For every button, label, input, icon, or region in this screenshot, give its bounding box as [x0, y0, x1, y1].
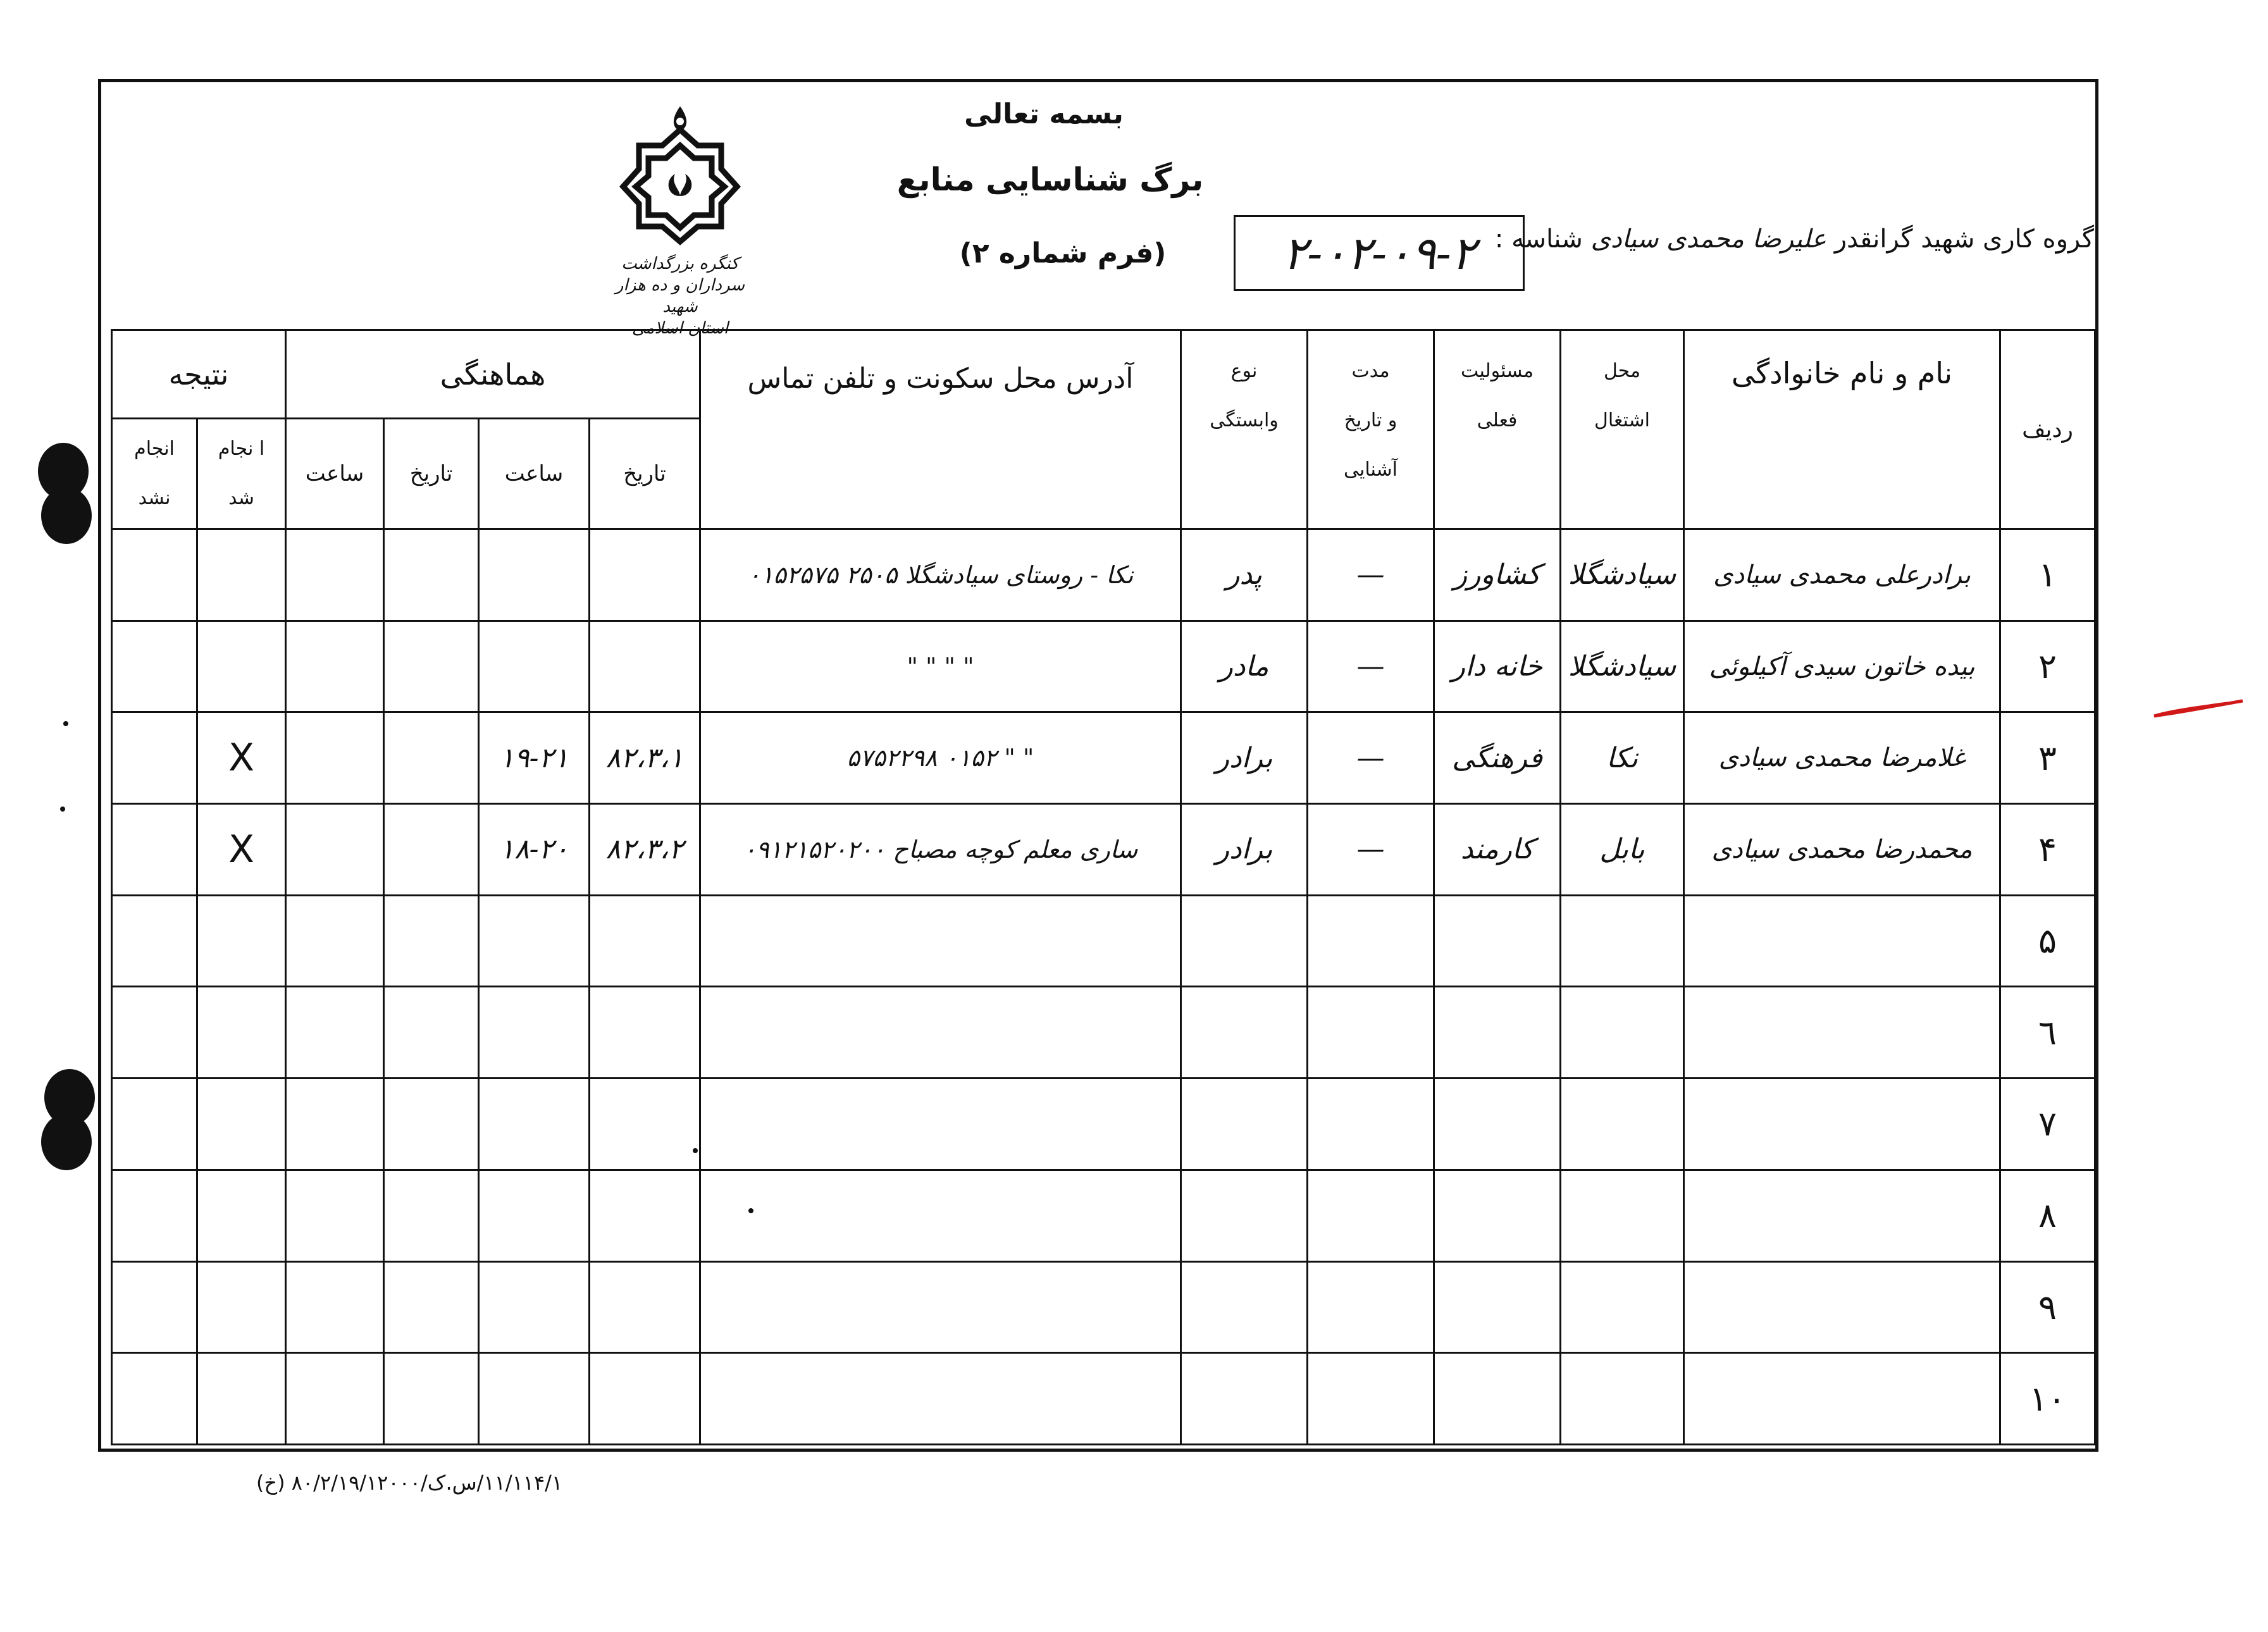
coordination-date-1-cell: ۸۲،۳،۲ [590, 804, 700, 896]
responsibility-cell [1434, 895, 1561, 987]
header-not-done-line2: نشد [138, 487, 171, 509]
header-name: نام و نام خانوادگی [1684, 330, 2000, 529]
coordination-time-2-cell [286, 529, 384, 621]
result-not-done-cell [112, 1261, 197, 1353]
header-done-line2: شد [228, 487, 254, 509]
martyrs-tulip-emblem-icon [617, 101, 743, 247]
workplace-cell [1561, 895, 1684, 987]
row-number: ۱ [2000, 529, 2095, 621]
table-row [112, 804, 2095, 896]
coordination-date-2-cell [384, 621, 479, 712]
coordination-date-1-cell [590, 987, 700, 1079]
workplace-cell [1561, 987, 1684, 1079]
coordination-time-1-cell: ۱۹-۲۱ [479, 712, 590, 804]
result-not-done-cell [112, 1353, 197, 1445]
coordination-date-1-cell [590, 1170, 700, 1261]
hole-punch-icon [41, 1113, 92, 1170]
result-done-cell [197, 1353, 286, 1445]
acquaintance-cell [1308, 1353, 1434, 1445]
responsibility-cell [1434, 1261, 1561, 1353]
address-cell [700, 1079, 1181, 1170]
coordination-time-1-cell [479, 1170, 590, 1261]
form-title: برگ شناسایی منابع [896, 161, 1204, 198]
coordination-time-1-cell [479, 895, 590, 987]
acquaintance-cell: — [1308, 621, 1434, 712]
coordination-time-2-cell [286, 1079, 384, 1170]
result-not-done-cell [112, 895, 197, 987]
result-done-cell [197, 529, 286, 621]
header-relation-line1: نوع [1230, 360, 1258, 382]
result-not-done-cell [112, 1170, 197, 1261]
responsibility-cell [1434, 1353, 1561, 1445]
header-acquaintance-line1: مدت [1351, 360, 1390, 382]
responsibility-cell: کشاورز [1434, 529, 1561, 621]
coordination-date-2-cell [384, 1170, 479, 1261]
red-pen-mark-icon [2151, 696, 2246, 721]
acquaintance-cell [1308, 1261, 1434, 1353]
group-line [1495, 225, 2094, 254]
workplace-cell [1561, 1170, 1684, 1261]
workplace-cell: سیادشگلا [1561, 621, 1684, 712]
relation-cell [1181, 1353, 1308, 1445]
table-row [112, 529, 2095, 621]
header-not-done-line1: انجام [134, 438, 175, 460]
logo-caption-line1: کنگره بزرگداشت سرداران و ده هزار شهید [615, 254, 745, 316]
ink-dot [60, 807, 65, 812]
responsibility-cell [1434, 1079, 1561, 1170]
row-number: ۸ [2000, 1170, 2095, 1261]
bismillah-heading: بسمه تعالی [964, 98, 1124, 130]
header-row-no: ردیف [2000, 330, 2095, 529]
relation-cell: برادر [1181, 804, 1308, 896]
form-number: (فرم شماره ۲) [959, 237, 1167, 269]
coordination-date-2-cell [384, 1261, 479, 1353]
acquaintance-cell [1308, 1170, 1434, 1261]
workplace-cell: سیادشگلا [1561, 529, 1684, 621]
coordination-time-2-cell [286, 987, 384, 1079]
table-row [112, 712, 2095, 804]
coordination-date-2-cell [384, 1353, 479, 1445]
acquaintance-cell: — [1308, 529, 1434, 621]
header-workplace [1561, 330, 1684, 529]
row-number: ۲ [2000, 621, 2095, 712]
header-date-2: تاریخ [384, 419, 479, 529]
header-acquaintance-line3: آشنایی [1344, 459, 1398, 481]
coordination-date-1-cell [590, 1261, 700, 1353]
result-done-cell [197, 987, 286, 1079]
id-label: شناسه : [1494, 225, 1583, 254]
table-row [112, 987, 2095, 1079]
result-done-cell [197, 1079, 286, 1170]
result-not-done-cell [112, 712, 197, 804]
coordination-date-1-cell [590, 621, 700, 712]
row-number: ۳ [2000, 712, 2095, 804]
result-done-cell [197, 621, 286, 712]
logo-caption-line2: استان اسلامی [631, 319, 729, 338]
coordination-date-1-cell [590, 1353, 700, 1445]
coordination-date-2-cell [384, 804, 479, 896]
header-time-2: ساعت [286, 419, 384, 529]
group-label: گروه کاری شهید گرانقدر [1834, 225, 2094, 254]
table-row [112, 621, 2095, 712]
coordination-time-2-cell [286, 895, 384, 987]
header-relation-line2: وابستگی [1210, 409, 1279, 431]
address-cell: " " ۰۱۵۲ ۵۷۵۲۲۹۸ [700, 712, 1181, 804]
acquaintance-cell [1308, 987, 1434, 1079]
coordination-time-2-cell [286, 1170, 384, 1261]
relation-cell [1181, 1079, 1308, 1170]
name-cell [1684, 1353, 2000, 1445]
responsibility-cell: فرهنگی [1434, 712, 1561, 804]
result-done-cell: X [197, 804, 286, 896]
responsibility-cell [1434, 987, 1561, 1079]
acquaintance-cell: — [1308, 712, 1434, 804]
form-code-footer: ۱۱/۱۱۴/۱/س.ک/۸۰/۲/۱۹/۱۲۰۰۰ (خ) [256, 1471, 563, 1495]
header-responsibility-line2: فعلی [1477, 409, 1518, 431]
result-done-cell [197, 1170, 286, 1261]
table-row [112, 1079, 2095, 1170]
responsibility-cell: خانه دار [1434, 621, 1561, 712]
table-row [112, 1170, 2095, 1261]
relation-cell [1181, 1261, 1308, 1353]
workplace-cell [1561, 1353, 1684, 1445]
header-date-1: تاریخ [590, 419, 700, 529]
result-not-done-cell [112, 1079, 197, 1170]
workplace-cell [1561, 1261, 1684, 1353]
relation-cell [1181, 1170, 1308, 1261]
row-number: ٦ [2000, 987, 2095, 1079]
coordination-date-2-cell [384, 895, 479, 987]
coordination-time-1-cell [479, 1079, 590, 1170]
header-coordination: هماهنگی [286, 330, 700, 419]
header-result: نتیجه [112, 330, 286, 419]
header-acquaintance [1308, 330, 1434, 529]
row-number: ۵ [2000, 895, 2095, 987]
workplace-cell: بابل [1561, 804, 1684, 896]
acquaintance-cell [1308, 1079, 1434, 1170]
coordination-date-1-cell [590, 529, 700, 621]
workplace-cell [1561, 1079, 1684, 1170]
row-number: ۴ [2000, 804, 2095, 896]
coordination-time-1-cell [479, 987, 590, 1079]
header-workplace-line1: محل [1603, 360, 1641, 382]
header-acquaintance-line2: و تاریخ [1344, 409, 1397, 431]
coordination-time-2-cell [286, 1261, 384, 1353]
sources-table [111, 329, 2096, 1445]
coordination-time-1-cell [479, 1353, 590, 1445]
address-cell: ساری معلم کوچه مصباح ۰۹۱۲۱۵۲۰۲۰۰ [700, 804, 1181, 896]
name-cell [1684, 895, 2000, 987]
coordination-date-2-cell [384, 529, 479, 621]
relation-cell [1181, 895, 1308, 987]
address-cell [700, 1170, 1181, 1261]
header-workplace-line2: اشتغال [1594, 409, 1650, 431]
coordination-date-1-cell: ۸۲،۳،۱ [590, 712, 700, 804]
table-row [112, 1353, 2095, 1445]
table-row [112, 895, 2095, 987]
header-relation [1181, 330, 1308, 529]
header-responsibility-line1: مسئولیت [1460, 360, 1534, 382]
relation-cell [1181, 987, 1308, 1079]
coordination-date-1-cell [590, 895, 700, 987]
address-cell: نکا - روستای سیادشگلا ۲۵۰۵ ۰۱۵۲۵۷۵ [700, 529, 1181, 621]
address-cell [700, 987, 1181, 1079]
id-value-box: ۲-۰۲-۰۹-۲ [1234, 215, 1525, 291]
coordination-time-2-cell [286, 1353, 384, 1445]
row-number: ۱۰ [2000, 1353, 2095, 1445]
coordination-time-1-cell [479, 621, 590, 712]
header-done [197, 419, 286, 529]
result-done-cell [197, 1261, 286, 1353]
name-cell [1684, 987, 2000, 1079]
logo-caption [604, 253, 756, 339]
result-not-done-cell [112, 621, 197, 712]
result-not-done-cell [112, 804, 197, 896]
coordination-date-2-cell [384, 1079, 479, 1170]
coordination-time-2-cell [286, 804, 384, 896]
coordination-time-1-cell [479, 1261, 590, 1353]
name-cell [1684, 1079, 2000, 1170]
coordination-time-1-cell: ۱۸-۲۰ [479, 804, 590, 896]
name-cell: بیده خاتون سیدی آکیلوئی [1684, 621, 2000, 712]
relation-cell: برادر [1181, 712, 1308, 804]
acquaintance-cell [1308, 895, 1434, 987]
hole-punch-icon [41, 487, 92, 544]
address-cell [700, 895, 1181, 987]
relation-cell: پدر [1181, 529, 1308, 621]
address-cell: " " " " [700, 621, 1181, 712]
table-row [112, 1261, 2095, 1353]
responsibility-cell [1434, 1170, 1561, 1261]
result-done-cell [197, 895, 286, 987]
name-cell: محمدرضا محمدی سیادی [1684, 804, 2000, 896]
header-not-done [112, 419, 197, 529]
coordination-time-2-cell [286, 712, 384, 804]
row-number: ۹ [2000, 1261, 2095, 1353]
coordination-time-1-cell [479, 529, 590, 621]
result-not-done-cell [112, 987, 197, 1079]
result-not-done-cell [112, 529, 197, 621]
header-time-1: ساعت [479, 419, 590, 529]
coordination-date-2-cell [384, 712, 479, 804]
responsibility-cell: کارمند [1434, 804, 1561, 896]
coordination-date-2-cell [384, 987, 479, 1079]
workplace-cell: نکا [1561, 712, 1684, 804]
address-cell [700, 1261, 1181, 1353]
name-cell: برادرعلی محمدی سیادی [1684, 529, 2000, 621]
logo [604, 101, 756, 338]
row-number: ۷ [2000, 1079, 2095, 1170]
coordination-time-2-cell [286, 621, 384, 712]
acquaintance-cell: — [1308, 804, 1434, 896]
header-responsibility [1434, 330, 1561, 529]
name-cell: غلامرضا محمدی سیادی [1684, 712, 2000, 804]
martyr-name-handwritten: علیرضا محمدی سیادی [1590, 225, 1826, 254]
header-done-line1: ا نجام [218, 438, 265, 460]
result-done-cell: X [197, 712, 286, 804]
address-cell [700, 1353, 1181, 1445]
name-cell [1684, 1170, 2000, 1261]
relation-cell: مادر [1181, 621, 1308, 712]
header-address: آدرس محل سکونت و تلفن تماس [700, 330, 1181, 529]
coordination-date-1-cell [590, 1079, 700, 1170]
ink-dot [63, 721, 68, 726]
name-cell [1684, 1261, 2000, 1353]
